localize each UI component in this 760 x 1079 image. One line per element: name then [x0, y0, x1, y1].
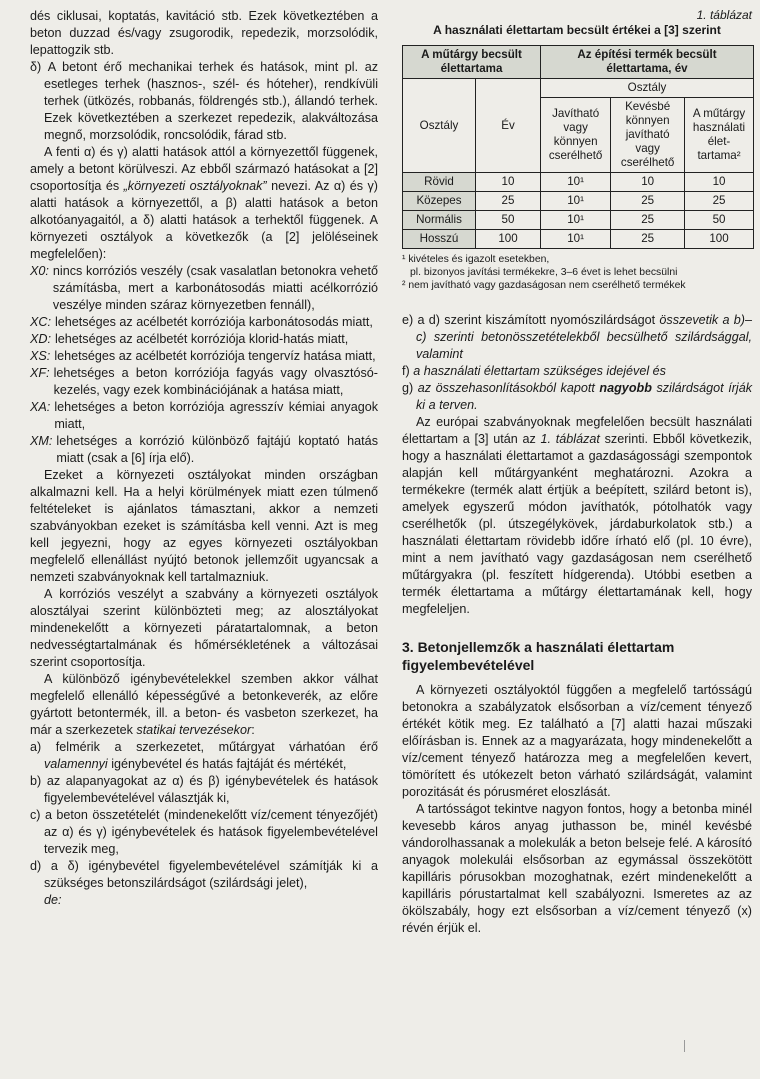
text: f)	[402, 364, 414, 378]
table-number: 1. táblázat	[696, 8, 752, 22]
list-item-b: b) az alapanyagokat az α) és β) igénybevételek és hatások figyelembevételével választják ki,	[30, 774, 378, 805]
class-list	[30, 263, 378, 467]
text: e) a d) szerint kiszámított nyomószilárdságot	[402, 313, 660, 327]
class-item	[30, 348, 378, 365]
table-footnote-2: ² nem javítható vagy gazdaságosan nem cserélhető termékek	[402, 280, 686, 291]
emphasis: valamennyi	[44, 757, 108, 771]
class-code: XD:	[30, 332, 51, 346]
class-item	[30, 365, 378, 399]
text: Az európai szabványoknak megfelelően becsült használati élettartam a [3] után az	[402, 415, 752, 446]
header-structure: A műtárgy becsült élettartama	[403, 46, 541, 79]
emphasis-bold	[599, 381, 651, 395]
cell-c2: 25	[611, 192, 685, 211]
cell-class: Hosszú	[403, 230, 476, 249]
class-item	[30, 331, 378, 348]
class-code: XF:	[30, 366, 50, 380]
paragraph-durability: A tartósságot tekintve nagyon fontos, hogy a betonba minél kevesebb káros anyag juthasson be, minél kevésbé vándorolhassanak a molekulák a beton belseje felé. A károsító anyagok molekulái elsősorban az egymással összekötött kapilláris pórusokban mozoghatnak, ezért mindenekelőtt a kapilláris pórustartalmat kell szabályozni. Ismeretes az az ökölszabály, hogy ezt elsősorban a víz/cement tényező (x) révén érjük el.	[402, 802, 752, 935]
cell-class: Normális	[403, 211, 476, 230]
class-code: X0:	[30, 264, 49, 278]
cell-c2: 25	[611, 230, 685, 249]
cell-c3: 25	[685, 192, 754, 211]
class-item	[30, 314, 378, 331]
bold-text: nagyobb	[599, 381, 652, 395]
class-text: lehetséges a korrózió különböző fajtájú koptató hatás miatt (csak a [6] írja elő).	[56, 434, 378, 465]
class-item	[30, 263, 378, 314]
table-footnote-1b: pl. bizonyos javítási termékekre, 3–6 évet is lehet becsülni	[410, 267, 678, 278]
paragraph-european	[402, 414, 752, 618]
cell-year: 50	[476, 211, 541, 230]
class-item	[30, 433, 378, 467]
list-item-c: c) a beton összetételét (mindenekelőtt víz/cement tényezőjét) az α) és γ) igénybevételek és hatások figyelembevételével tervezik meg,	[30, 808, 378, 856]
right-column	[402, 8, 752, 937]
emphasis: 1. táblázat	[540, 432, 600, 446]
table-row	[403, 173, 754, 192]
header-product: Az építési termék becsült élettartama, év	[541, 46, 754, 79]
list-item-g	[402, 380, 752, 414]
cell-c2: 10	[611, 173, 685, 192]
text: d) a δ) igénybevétel figyelembevételével számítják ki a szükséges betonszilárdságot (szilárdsági jelet),	[30, 859, 378, 890]
emphasis: szilárdságot írják ki a terven.	[416, 381, 752, 412]
table-footnote-1: ¹ kivételes és igazolt esetekben,	[402, 254, 550, 265]
text: g)	[402, 381, 418, 395]
cell-class: Közepes	[403, 192, 476, 211]
list-item-d	[30, 858, 378, 909]
paragraph-wc-ratio: A környezeti osztályoktól függően a megfelelő tartósságú betonokra a szabályzatok elsősorban a víz/cement tényező értékét kötik meg. Ez található a [7] alatti hazai műszaki előírásban is. Ennek az a magyarázata, hogy mindenekelőtt a víz/cement tényező határozza meg a megfelelően kevert, tömörített és utókezelt beton várható szilárdságát, valamint porozitását és pórusméret eloszlását.	[402, 683, 752, 799]
class-code: XC:	[30, 315, 51, 329]
paragraph-delta: δ) A betont érő mechanikai terhek és hatások, mint pl. az esetleges terhek (hasznos-, szél- és hóteher), rendkívüli terhek (ütközés, robbanás, földrengés stb.), állandó terhek. Ezek következtében a szerkezet repedezik, alakváltozása megnő, morzsolódik, roncsolódik, fárad stb.	[30, 60, 378, 142]
text: a) felmérik a szerkezetet, műtárgyat várhatóan érő	[30, 740, 378, 754]
cell-year: 100	[476, 230, 541, 249]
list-item-f	[402, 363, 752, 380]
emphasis: statikai tervezésekor	[136, 723, 252, 737]
emphasis: „környezeti osztályoknak”	[123, 179, 267, 193]
class-code: XS:	[30, 349, 51, 363]
text: szerinti. Ebből következik, hogy a használati élettartamot a gazdaságossági szempontok alapján kell műtárgyanként meghatározni. Azokra a termékekre (termék alatt értjük a beépített, szilárd betont is), amelyek egyszerű módon javíthatók, pótolhatók vagy cserélhetők (pl. útszegélykövek, járdaburkolatok stb.) a használati élettartam rövidebb időre írható elő (pl. 10 évre), mint a nem javítható vagy gazdaságosan nem cserélhető műtárgyakra (pl. feszített hídgerenda). Utóbbi esetben a termék élettartama a műtárgy élettartamának kell, hogy megfeleljen.	[402, 432, 752, 616]
text: A fenti α) és γ) alatti hatások attól a környezettől függenek, amely a betont körülveszi. Az ebből származó hatásokat a [2] csoportosítja és	[30, 145, 378, 193]
cell-year: 10	[476, 173, 541, 192]
header-class: Osztály	[403, 79, 476, 173]
header-year: Év	[476, 79, 541, 173]
paragraph-continued: dés ciklusai, koptatás, kavitáció stb. Ezek következtében a beton duzzad és/vagy zsugorodik, repedezik, morzsolódik, lepattogzik stb.	[30, 9, 378, 57]
table-row	[403, 211, 754, 230]
paragraph-design	[30, 671, 378, 739]
cell-c3: 50	[685, 211, 754, 230]
class-text: lehetséges az acélbetét korróziója klorid-hatás miatt,	[55, 332, 349, 346]
cell-c1: 10¹	[541, 230, 611, 249]
class-code: XA:	[30, 400, 51, 414]
paragraph-environment	[30, 144, 378, 263]
paragraph-countries: Ezeket a környezeti osztályokat minden országban alkalmazni kell. Ha a helyi körülmények miatt ezen túlmenő feltételeket is ajánlatos támasztani, akkor a nemzeti szabványokban ezeket is számításba kell venni. Azt is meg kell jegyezni, hogy az egyes környezeti osztályokban megfelelő ellenállást nyújtó betonok jellemzőit ugyancsak a nemzeti szabványoknak kell tartalmazniuk.	[30, 468, 378, 584]
cell-class: Rövid	[403, 173, 476, 192]
table-header-row	[403, 79, 754, 98]
header-less-repairable: Kevésbé könnyen javítható vagy cserélhető	[611, 98, 685, 173]
emphasis: a használati élettartam szükséges idejével és	[413, 364, 666, 378]
cell-c2: 25	[611, 211, 685, 230]
table-row	[403, 192, 754, 211]
class-code: XM:	[30, 434, 53, 448]
text: A különböző igénybevételekkel szemben akkor válhat megfelelő ellenálló képességűvé a betonkeverék, az előre gyártott betontermék, ill. a beton- és vasbeton szerkezet, ha már a szerkezetek	[30, 672, 378, 737]
list-item-a	[30, 739, 378, 773]
cell-c1: 10¹	[541, 211, 611, 230]
cell-c3: 10	[685, 173, 754, 192]
header-repairable: Javítható vagy könnyen cserélhető	[541, 98, 611, 173]
cell-year: 25	[476, 192, 541, 211]
emphasis: összevetik a b)–c) szerinti betonösszetételekből becsülhető szilárdsággal, valamint	[416, 313, 753, 361]
cell-c1: 10¹	[541, 192, 611, 211]
list-item-e	[402, 312, 752, 363]
text: igénybevétel és hatás fajtáját és mértékét,	[107, 757, 347, 771]
class-text: lehetséges az acélbetét korróziója karbonátosodás miatt,	[55, 315, 373, 329]
text: :	[251, 723, 255, 737]
class-text: lehetséges a beton korróziója agresszív kémiai anyagok miatt,	[54, 400, 378, 431]
class-text: lehetséges az acélbetét korróziója tengervíz hatása miatt,	[54, 349, 376, 363]
page-mark	[684, 1040, 685, 1052]
table-row	[403, 230, 754, 249]
class-text: nincs korróziós veszély (csak vasalatlan betonokra vehető számításba, mert a karbonátosodás miatti acélkorrózió veszélye minden száraz környezetben fennáll),	[52, 264, 378, 312]
cell-c1: 10¹	[541, 173, 611, 192]
table-title: A használati élettartam becsült értékei a [3] szerint	[433, 23, 721, 37]
cell-c3: 100	[685, 230, 754, 249]
emphasis: de:	[44, 893, 62, 907]
header-service-life: A műtárgy használati élet-tartama²	[685, 98, 754, 173]
class-item	[30, 399, 378, 433]
lifetime-table	[402, 45, 754, 249]
class-text: lehetséges a beton korróziója fagyás vagy olvasztósó-kezelés, vagy ezek kombinációjának a hatása miatt,	[53, 366, 378, 397]
left-column	[30, 8, 378, 909]
table-header-row	[403, 46, 754, 79]
emphasis: az összehasonlításokból kapott	[417, 381, 600, 395]
paragraph-subclasses: A korróziós veszélyt a szabvány a környezeti osztályok alosztályai szerint különbözteti meg; az alosztályokat mindenekelőtt a környezeti páratartalomnak, a beton nedvességtartalmának és hőmérsékletének a változásai szerint csoportosítja.	[30, 587, 378, 669]
header-class-sub: Osztály	[541, 79, 754, 98]
text: nevezi. Az α) és γ) alatti hatások a környezettől, a β) alatti hatások a beton alkotóanyagaitól, a δ) alatti hatások a terhektől függenek. A környezeti osztályok a következők (a [2] jelöléseinek megfelelően):	[30, 179, 378, 261]
section-heading: 3. Betonjellemzők a használati élettartam figyelembevételével	[402, 639, 675, 673]
